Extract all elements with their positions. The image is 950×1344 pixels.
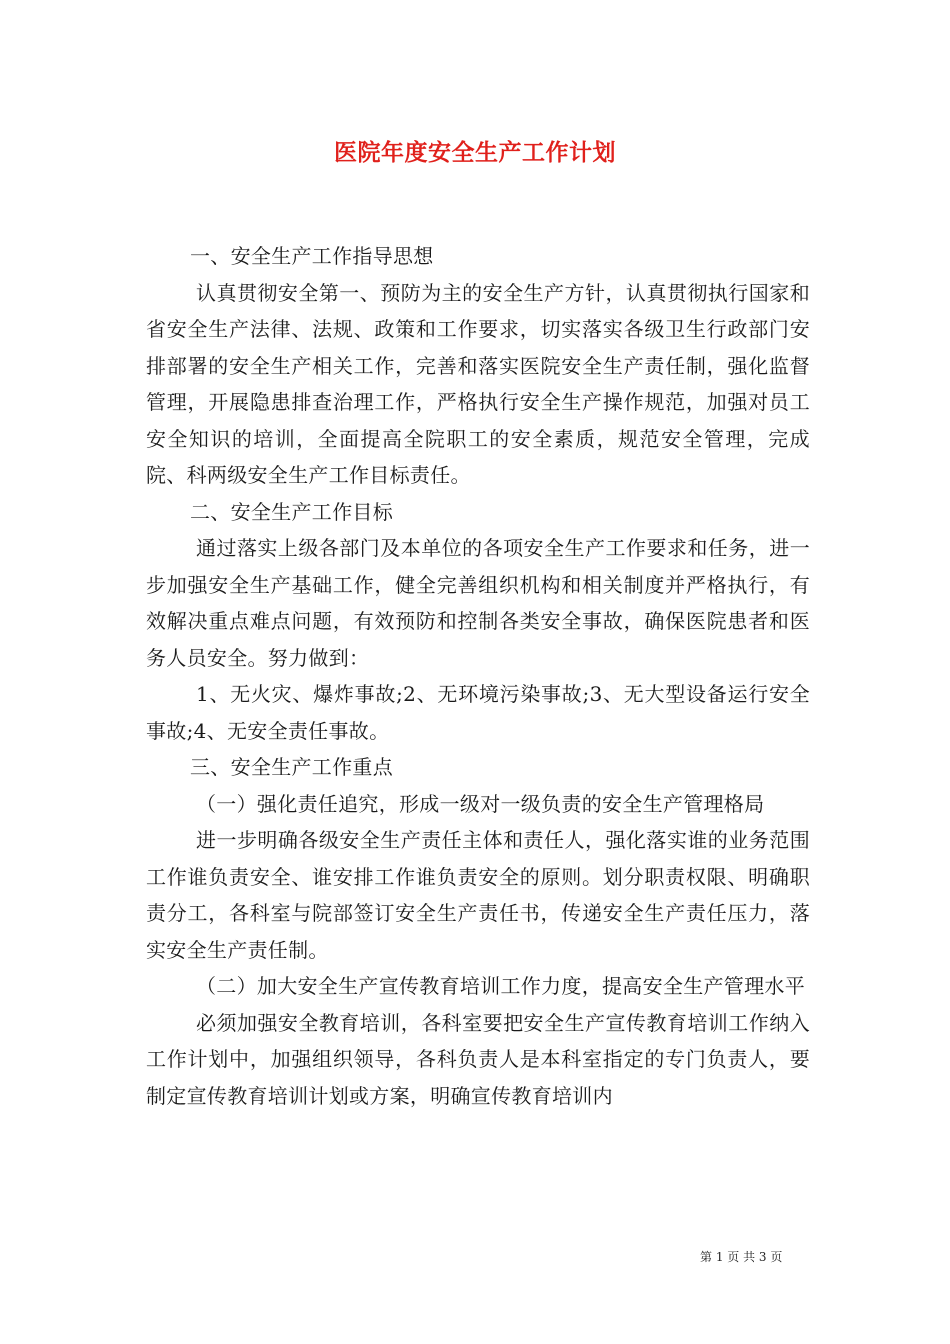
section-heading-3: 三、安全生产工作重点 [190, 755, 393, 779]
paragraph: 通过落实上级各部门及本单位的各项安全生产工作要求和任务，进一步加强安全生产基础工作，健全完善组织机构和相关制度并严格执行，有效解决重点难点问题，有效预防和控制各类安全事故，确保医院患者和医务人员安全。努力做到： [146, 536, 810, 670]
document-body [146, 238, 810, 1114]
section-heading-2: 二、安全生产工作目标 [190, 499, 393, 524]
paragraph: 1、无火灾、爆炸事故;2、无环境污染事故;3、无大型设备运行安全事故;4、无安全责任事故。 [146, 682, 810, 743]
page-number: 第 1 页 共 3 页 [700, 1250, 783, 1264]
subsection-heading-2: （二）加大安全生产宣传教育培训工作力度，提高安全生产管理水平 [196, 974, 805, 998]
subsection-heading-1: （一）强化责任追究，形成一级对一级负责的安全生产管理格局 [196, 791, 765, 816]
paragraph: 必须加强安全教育培训，各科室要把安全生产宣传教育培训工作纳入工作计划中，加强组织领导，各科负责人是本科室指定的专门负责人，要制定宣传教育培训计划或方案，明确宣传教育培训内 [146, 1010, 810, 1108]
paragraph: 进一步明确各级安全生产责任主体和责任人，强化落实谁的业务范围工作谁负责安全、谁安排工作谁负责安全的原则。划分职责权限、明确职责分工，各科室与院部签订安全生产责任书，传递安全生产责任压力，落实安全生产责任制。 [146, 828, 810, 962]
section-heading-1: 一、安全生产工作指导思想 [190, 244, 434, 268]
paragraph: 认真贯彻安全第一、预防为主的安全生产方针，认真贯彻执行国家和省安全生产法律、法规、政策和工作要求，切实落实各级卫生行政部门安排部署的安全生产相关工作，完善和落实医院安全生产责任制，强化监督管理，开展隐患排查治理工作，严格执行安全生产操作规范，加强对员工安全知识的培训，全面提高全院职工的安全素质，规范安全管理，完成院、科两级安全生产工作目标责任。 [146, 280, 810, 487]
document-title: 医院年度安全生产工作计划 [334, 139, 616, 166]
